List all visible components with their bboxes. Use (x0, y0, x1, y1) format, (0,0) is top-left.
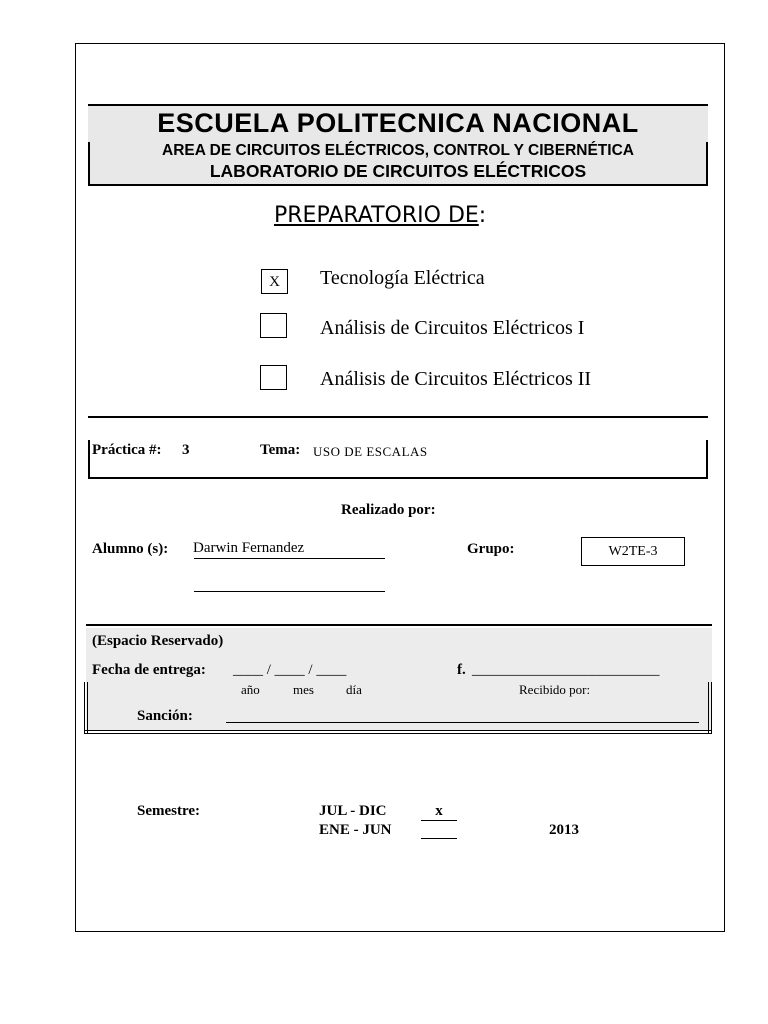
topic-border-right (706, 440, 708, 479)
group-value: W2TE-3 (581, 537, 685, 566)
school-title: ESCUELA POLITECNICA NACIONAL (157, 108, 639, 138)
date-blanks: ____ / ____ / ____ (233, 662, 347, 678)
student-name: Darwin Fernandez (193, 540, 305, 556)
reserved-heading: (Espacio Reservado) (92, 633, 224, 649)
preparatorio-title-colon: : (478, 203, 487, 228)
student-label: Alumno (s): (92, 541, 169, 557)
group-label: Grupo: (467, 541, 515, 557)
course-checkbox-analisis-1[interactable] (260, 313, 287, 338)
student-second-line (194, 591, 385, 592)
semester-option-ene-jun: ENE - JUN (319, 822, 392, 838)
course-checkbox-analisis-2[interactable] (260, 365, 287, 390)
semester-year: 2013 (549, 822, 579, 838)
year-label: año (241, 682, 260, 697)
reserved-top-line (86, 624, 712, 626)
practice-number: 3 (182, 442, 190, 458)
semester-label: Semestre: (137, 803, 201, 819)
date-label: Fecha de entrega: (92, 662, 206, 678)
course-label-analisis-2: Análisis de Circuitos Eléctricos II (320, 368, 592, 390)
semester-mark-ene-jun (421, 838, 457, 839)
signature-label: f. (457, 662, 466, 678)
course-label-tecnologia: Tecnología Eléctrica (320, 267, 485, 289)
student-name-underline (194, 558, 385, 559)
topic-value: USO DE ESCALAS (313, 444, 428, 459)
day-label: día (346, 682, 362, 697)
sanction-label: Sanción: (137, 708, 193, 724)
topic-label: Tema: (260, 442, 301, 458)
lab-subtitle: LABORATORIO DE CIRCUITOS ELÉCTRICOS (209, 161, 587, 181)
received-label: Recibido por: (519, 682, 591, 697)
reserved-border-right (708, 682, 712, 734)
realizado-por-heading: Realizado por: (341, 502, 436, 518)
topic-border-bottom (88, 477, 708, 479)
area-subtitle: AREA DE CIRCUITOS ELÉCTRICOS, CONTROL Y CIBERNÉTICA (162, 142, 634, 159)
separator-line (88, 416, 708, 418)
reserved-border-bottom (84, 730, 712, 734)
practice-label: Práctica #: (92, 442, 162, 458)
preparatorio-title (274, 203, 486, 228)
course-checkbox-tecnologia[interactable]: X (261, 269, 288, 294)
month-label: mes (293, 682, 314, 697)
course-label-analisis-1: Análisis de Circuitos Eléctricos I (320, 317, 585, 339)
sanction-line (226, 722, 699, 723)
preparatorio-title-text: PREPARATORIO DE (274, 203, 479, 228)
semester-mark-jul-dic: x (421, 803, 457, 821)
reserved-border-left (84, 682, 88, 734)
semester-option-jul-dic: JUL - DIC (319, 803, 387, 819)
signature-blank: _________________________ (472, 662, 660, 678)
topic-border-left (88, 440, 90, 479)
